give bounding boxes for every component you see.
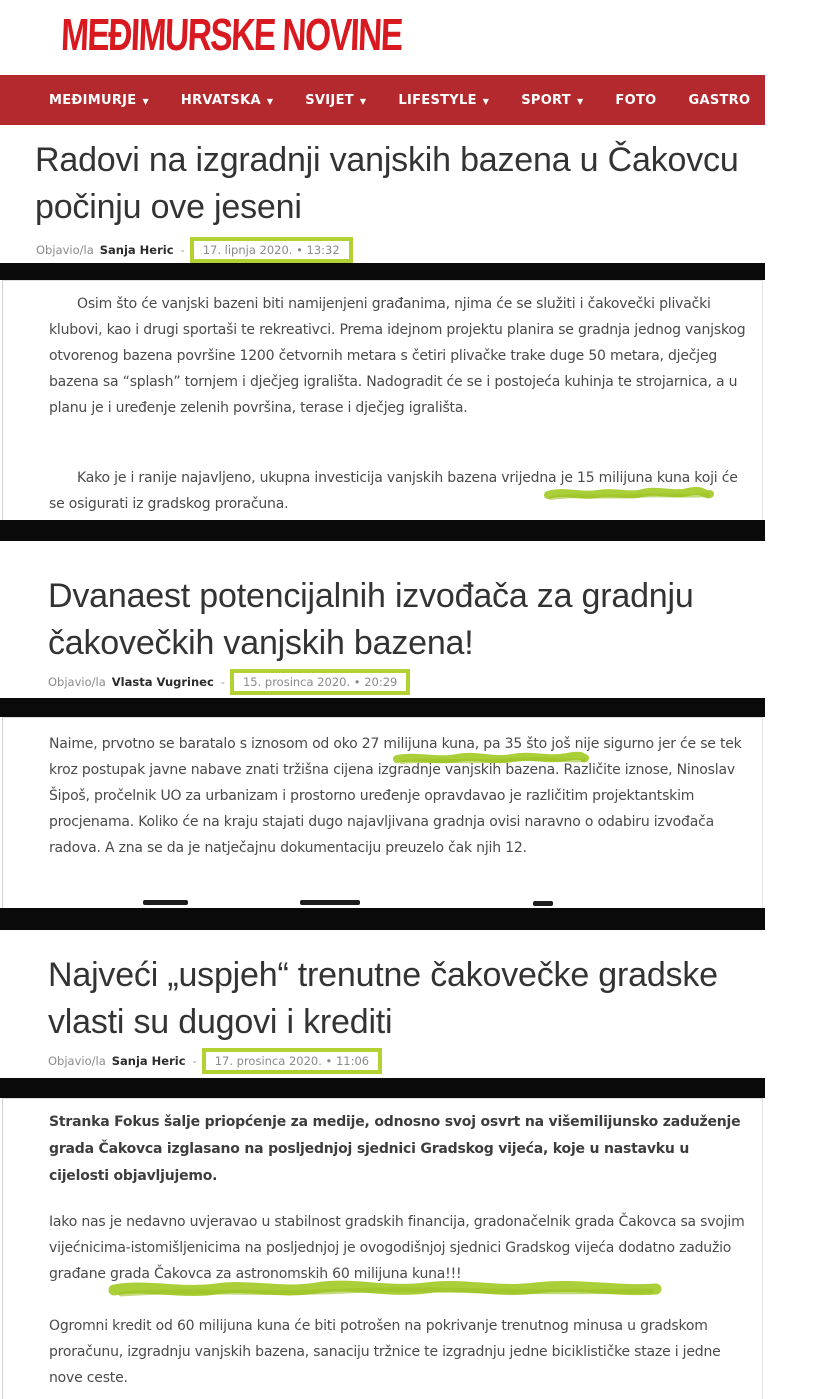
article-2-byline bbox=[48, 669, 410, 695]
paragraph: Osim što će vanjski bazeni biti namijenjeni građanima, njima će se služiti i čakovečki plivački klubovi, kao i drugi sportaši te rekreativci. Prema idejnom projektu planira se gradnja jednog vanjskog otvorenog bazena površine 1200 četvornih metara s četiri plivačke trake duge 50 metara, dječjeg bazena sa “splash” tornjem i dječjeg igrališta. Nadogradit će se i postojeća kuhinja te strojarnica, a u planu je i uređenje zelenih površina, terase i dječjeg igrališta. bbox=[49, 296, 746, 416]
chevron-down-icon: ▼ bbox=[266, 96, 274, 106]
article-2-title: Dvanaest potencijalnih izvođača za gradnju čakovečkih vanjskih bazena! bbox=[48, 577, 694, 662]
nav-item-sport[interactable]: SPORT ▼ bbox=[521, 92, 584, 108]
nav-item-svijet[interactable]: SVIJET ▼ bbox=[305, 92, 367, 108]
section-divider-bar bbox=[0, 263, 765, 280]
section-divider-bar bbox=[0, 520, 765, 541]
paragraph: Ogromni kredit od 60 milijuna kuna će biti potrošen na pokrivanje trenutnog minusa u gradskom proračunu, izgradnju vanjskih bazena, sanaciju tržnice te izgradnju jedne biciklističke staze i jedne nove ceste. bbox=[49, 1318, 721, 1386]
article-1-body bbox=[2, 280, 763, 520]
article-3-byline bbox=[48, 1048, 382, 1074]
byline-prefix: Objavio/la bbox=[48, 1054, 106, 1068]
article-3-body bbox=[2, 1098, 763, 1399]
chevron-down-icon: ▼ bbox=[142, 96, 149, 106]
site-logo[interactable]: MEĐIMURSKE NOVINE bbox=[60, 10, 403, 61]
byline-prefix: Objavio/la bbox=[36, 243, 94, 257]
paragraph: Kako je i ranije najavljeno, ukupna investicija vanjskih bazena vrijedna je 15 milijuna kuna koji će se osigurati iz gradskog proračuna. bbox=[49, 470, 738, 512]
byline-prefix: Objavio/la bbox=[48, 675, 106, 689]
nav-item-gastro[interactable]: GASTRO bbox=[688, 92, 751, 108]
byline-separator: - bbox=[180, 243, 185, 257]
section-divider-bar bbox=[0, 908, 765, 930]
byline-separator: - bbox=[192, 1054, 197, 1068]
author-link[interactable]: Sanja Heric bbox=[99, 243, 174, 257]
chevron-down-icon: ▼ bbox=[359, 96, 367, 106]
author-link[interactable]: Vlasta Vugrinec bbox=[111, 675, 214, 689]
section-divider-bar bbox=[0, 698, 765, 717]
article-3-title: Najveći „uspjeh“ trenutne čakovečke gradske vlasti su dugovi i krediti bbox=[48, 956, 718, 1041]
article-1-title: Radovi na izgradnji vanjskih bazena u Čakovcu počinju ove jeseni bbox=[35, 141, 739, 226]
section-divider-bar bbox=[0, 1078, 765, 1098]
paragraph-lead: Stranka Fokus šalje priopćenje za medije, odnosno svoj osvrt na višemilijunsko zaduženje grada Čakovca izglasano na posljednjoj sjednici Gradskog vijeća, koje u nastavku u cijelosti objavljujemo. bbox=[49, 1114, 741, 1184]
nav-item-in-clipped[interactable]: IN bbox=[782, 92, 799, 108]
chevron-down-icon: ▼ bbox=[576, 96, 584, 106]
nav-item-foto[interactable]: FOTO bbox=[615, 92, 657, 108]
nav-item-medimurje[interactable]: MEĐIMURJE ▼ bbox=[49, 92, 149, 108]
date-highlight-box: 15. prosinca 2020. • 20:29 bbox=[230, 669, 410, 695]
nav-item-hrvatska[interactable]: HRVATSKA ▼ bbox=[180, 92, 274, 108]
author-link[interactable]: Sanja Heric bbox=[111, 1054, 186, 1068]
article-2-body bbox=[2, 717, 763, 908]
main-nav bbox=[0, 75, 799, 125]
date-highlight-box: 17. prosinca 2020. • 11:06 bbox=[202, 1048, 382, 1074]
chevron-down-icon: ▼ bbox=[482, 96, 490, 106]
paragraph: Iako nas je nedavno uvjeravao u stabilnost gradskih financija, gradonačelnik grada Čakovca sa svojim vijećnicima-istomišljenicima na posljednjoj je ovogodišnjoj sjednici Gradskog vijeća dodatno zadužio građane grada Čakovca za astronomskih 60 milijuna kuna!!! bbox=[49, 1214, 745, 1282]
date-highlight-box: 17. lipnja 2020. • 13:32 bbox=[190, 237, 353, 263]
paragraph: Naime, prvotno se baratalo s iznosom od oko 27 milijuna kuna, pa 35 što još nije sigurno jer će se tek kroz postupak javne nabave znati tržišna cijena izgradnje vanjskih bazena. Različite iznose, Ninoslav Šipoš, pročelnik UO za urbanizam i prostorno uređenje opravdavao je različitim projektantskim procjenama. Koliko će na kraju stajati dugo najavljivana gradnja ovisi naravno o odabiru izvođača radova. A zna se da je natječajnu dokumentaciju preuzelo čak njih 12. bbox=[49, 736, 742, 856]
nav-item-lifestyle[interactable]: LIFESTYLE ▼ bbox=[398, 92, 490, 108]
article-1-byline bbox=[36, 237, 353, 263]
byline-separator: - bbox=[220, 675, 225, 689]
